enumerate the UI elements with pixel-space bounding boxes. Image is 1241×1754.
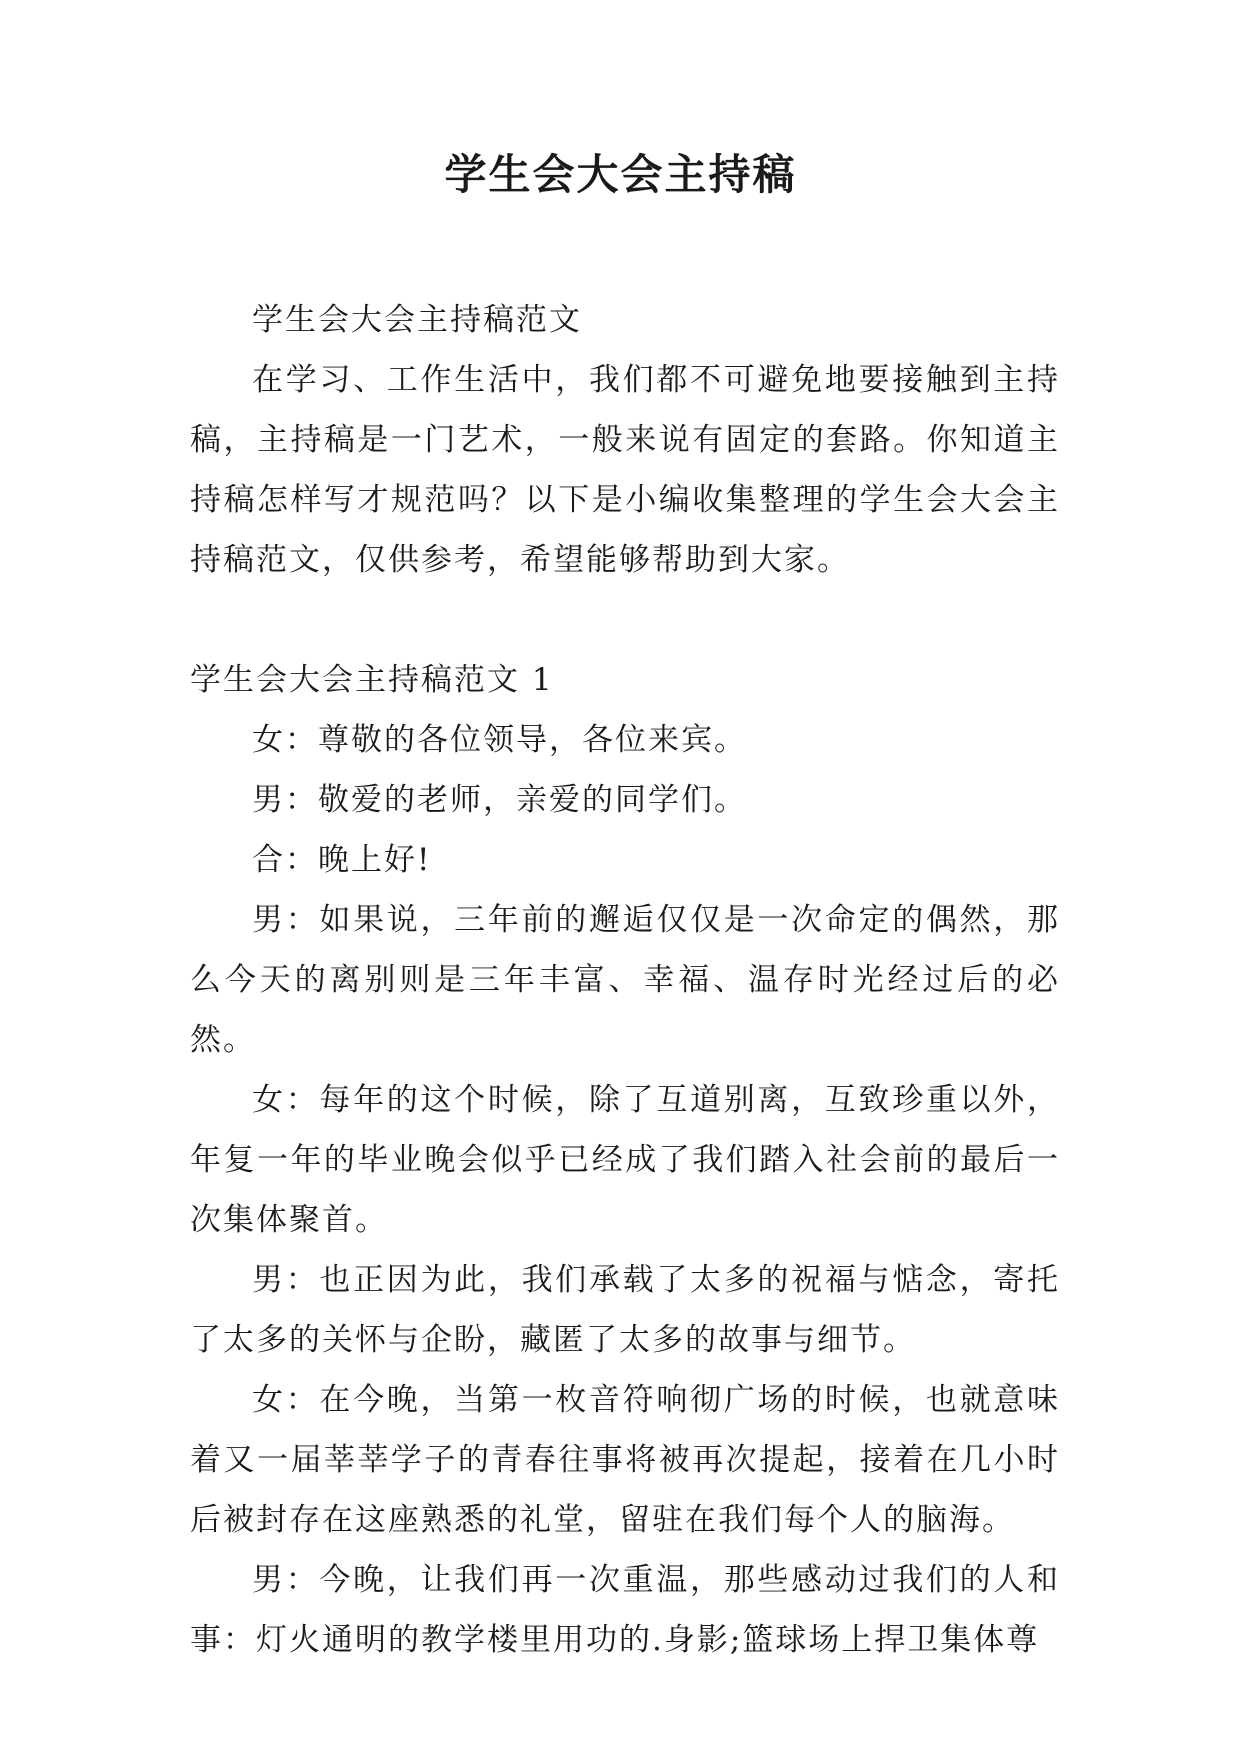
dialogue-paragraph: 女：尊敬的各位领导，各位来宾。 [252, 722, 747, 758]
section-heading: 学生会大会主持稿范文 1 [190, 662, 554, 698]
document-body [190, 290, 1060, 1670]
dialogue-paragraph: 男：敬爱的老师，亲爱的同学们。 [252, 782, 747, 818]
intro-subtitle: 学生会大会主持稿范文 [252, 302, 582, 338]
dialogue-paragraph: 女：每年的这个时候，除了互道别离，互致珍重以外，年复一年的毕业晚会似乎已经成了我们踏入社会前的最后一次集体聚首。 [190, 1082, 1060, 1238]
dialogue-paragraph: 男：如果说，三年前的邂逅仅仅是一次命定的偶然，那么今天的离别则是三年丰富、幸福、温存时光经过后的必然。 [190, 902, 1060, 1058]
document-title: 学生会大会主持稿 [444, 150, 797, 199]
dialogue-paragraph: 女：在今晚，当第一枚音符响彻广场的时候，也就意味着又一届莘莘学子的青春往事将被再次提起，接着在几小时后被封存在这座熟悉的礼堂，留驻在我们每个人的脑海。 [190, 1382, 1060, 1538]
dialogue-paragraph: 男：今晚，让我们再一次重温，那些感动过我们的人和事：灯火通明的教学楼里用功的.身影;篮球场上捍卫集体尊 [190, 1562, 1060, 1658]
dialogue-paragraph: 男：也正因为此，我们承载了太多的祝福与惦念，寄托了太多的关怀与企盼，藏匿了太多的故事与细节。 [190, 1262, 1060, 1358]
intro-paragraph: 在学习、工作生活中，我们都不可避免地要接触到主持稿，主持稿是一门艺术，一般来说有固定的套路。你知道主持稿怎样写才规范吗？以下是小编收集整理的学生会大会主持稿范文，仅供参考，希望能够帮助到大家。 [190, 362, 1060, 578]
dialogue-paragraph: 合：晚上好! [252, 842, 432, 878]
